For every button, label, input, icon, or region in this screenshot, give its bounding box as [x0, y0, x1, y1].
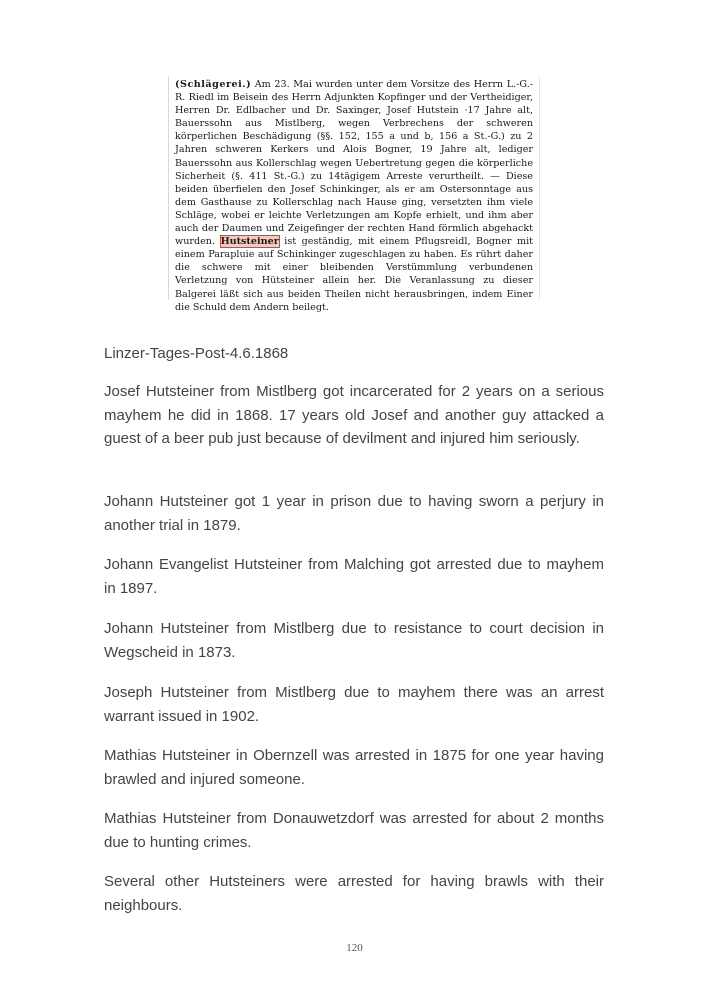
page-number: 120	[346, 942, 363, 954]
paragraph-mathias-obernzell: Mathias Hutsteiner in Obernzell was arrested in 1875 for one year having brawled and injured someone.	[104, 747, 604, 788]
paragraph-johann-perjury: Johann Hutsteiner got 1 year in prison due to having sworn a perjury in another trial in 1879.	[104, 493, 604, 534]
clipping-text-after: ist geständig, mit einem Pflugsreidl, Bogner mit einem Parapluie auf Schinkinger zugeschlagen zu haben. Es rührt daher die schwere mit einer bleibenden Verstümmlung verbundenen Verletzung von Hütsteiner allein her. Die Veranlassung zu dieser Balgerei läßt sich aus beiden Theilen nicht herausbringen, indem Einer die Schuld dem Andern beilegt.	[175, 236, 534, 313]
highlighted-name: Hutsteiner	[220, 236, 279, 248]
newspaper-clipping	[168, 76, 540, 313]
clipping-text	[175, 78, 533, 314]
paragraph-others: Several other Hutsteiners were arrested for having brawls with their neighbours.	[104, 873, 604, 914]
paragraph-joseph: Joseph Hutsteiner from Mistlberg due to mayhem there was an arrest warrant issued in 1902.	[104, 684, 604, 725]
clipping-text-before: Am 23. Mai wurden unter dem Vorsitze des Herrn L.-G.-R. Riedl im Beisein des Herrn Adjunkten Kopfinger und der Vertheidiger, Herren Dr. Edlbacher und Dr. Saxinger, Josef Hutstein ·17 Jahre alt, Bauerssohn aus Mistlberg, wegen Verbrechens der schweren körperlichen Beschädigung (§§. 152, 155 a und b, 156 a St.-G.) zu 2 Jahren schweren Kerkers und Alois Bogner, 19 Jahre alt, lediger Bauerssohn aus Kollerschlag wegen Uebertretung gegen die körperliche Sicherheit (§. 411 St.-G.) zu 14tägigem Arreste verurtheilt. — Diese beiden überfielen den Josef Schinkinger, als er am Ostersonntage aus dem Gasthause zu Kollerschlag nach Hause ging, versetzten ihm viele Schläge, wobei er leichte Verletzungen am Kopfe erhielt, und ihm aber auch der Daumen und Zeigefinger der rechten Hand förmlich abgehackt wurden.	[175, 79, 533, 248]
paragraph-josef: Josef Hutsteiner from Mistlberg got incarcerated for 2 years on a serious mayhem he did in 1868. 17 years old Josef and another guy attacked a guest of a beer pub just because of devilment and injured him seriously.	[104, 383, 604, 447]
paragraph-johann-evangelist: Johann Evangelist Hutsteiner from Malching got arrested due to mayhem in 1897.	[104, 556, 604, 597]
clipping-heading: (Schlägerei.)	[175, 79, 252, 90]
clipping-caption: Linzer-Tages-Post-4.6.1868	[104, 345, 289, 362]
paragraph-johann-resistance: Johann Hutsteiner from Mistlberg due to resistance to court decision in Wegscheid in 1873.	[104, 620, 604, 661]
paragraph-mathias-donauwetzdorf: Mathias Hutsteiner from Donauwetzdorf was arrested for about 2 months due to hunting crimes.	[104, 810, 604, 851]
